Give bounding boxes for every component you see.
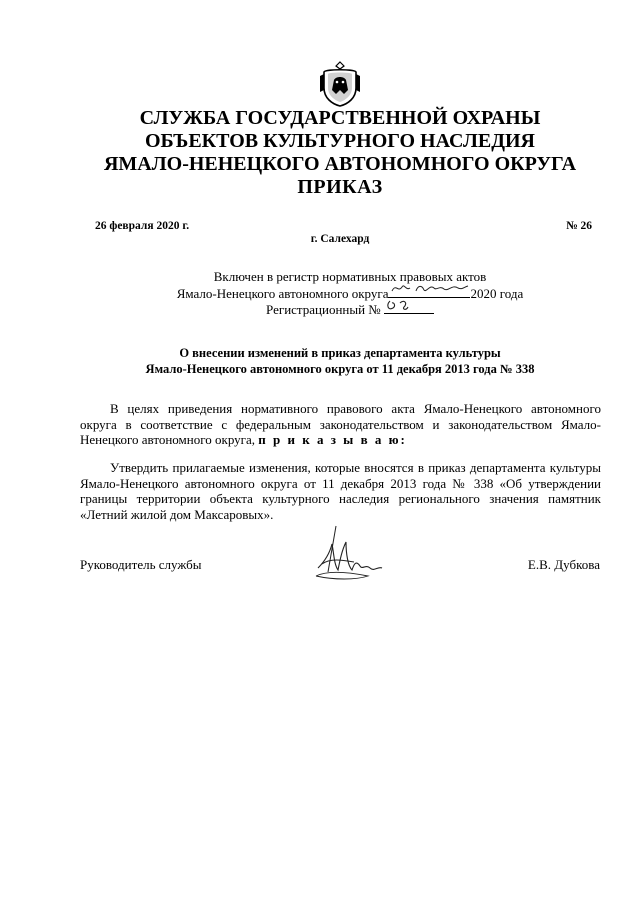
subject-line-2: Ямало-Ненецкого автономного округа от 11 декабря 2013 года № 338: [145, 362, 535, 376]
registry-line-1: Включен в регистр нормативных правовых актов: [213, 269, 487, 284]
handwritten-registry-number: [384, 301, 434, 314]
order-subject: [80, 345, 600, 377]
registry-region: Ямало-Ненецкого автономного округа: [176, 285, 389, 301]
signatory-position: Руководитель службы: [80, 557, 202, 572]
registry-line-3: [100, 301, 600, 318]
handwritten-signature: [308, 524, 388, 582]
operative-paragraph: Утвердить прилагаемые изменения, которые вносятся в приказ департамента культуры Ямало-Ненецкого автономного округа от 11 декабря 2013 года № 338 «Об утверждении границы территории объекта культурного наследия регионального значения памятник «Летний жилой дом Максаровых».: [80, 460, 601, 522]
order-city: г. Салехард: [310, 233, 370, 245]
agency-line-2: ОБЪЕКТОВ КУЛЬТУРНОГО НАСЛЕДИЯ: [145, 130, 535, 152]
order-number: № 26: [566, 220, 592, 232]
preamble-paragraph: [80, 401, 601, 448]
agency-line-1: СЛУЖБА ГОСУДАРСТВЕННОЙ ОХРАНЫ: [139, 107, 541, 129]
signatory-name: Е.В. Дубкова: [527, 557, 600, 572]
agency-name: [60, 107, 620, 176]
order-directive: п р и к а з ы в а ю:: [258, 432, 407, 447]
registry-stamp: [100, 269, 600, 318]
registry-number-label: Регистрационный №: [266, 302, 381, 317]
preamble-text: В целях приведения нормативного правового акта Ямало-Ненецкого автономного округа в соответствие с федеральным законодательством и законодательством Ямало-Ненецкого автономного округа,: [80, 401, 601, 447]
agency-line-3: ЯМАЛО-НЕНЕЦКОГО АВТОНОМНОГО ОКРУГА: [103, 153, 577, 175]
coat-of-arms-icon: [318, 60, 362, 108]
subject-line-1: О внесении изменений в приказ департамента культуры: [179, 346, 501, 360]
registry-year: 2020 года: [470, 285, 524, 301]
document-type: ПРИКАЗ: [297, 176, 383, 198]
order-date: 26 февраля 2020 г.: [95, 220, 190, 232]
registry-line-2: [100, 285, 600, 302]
